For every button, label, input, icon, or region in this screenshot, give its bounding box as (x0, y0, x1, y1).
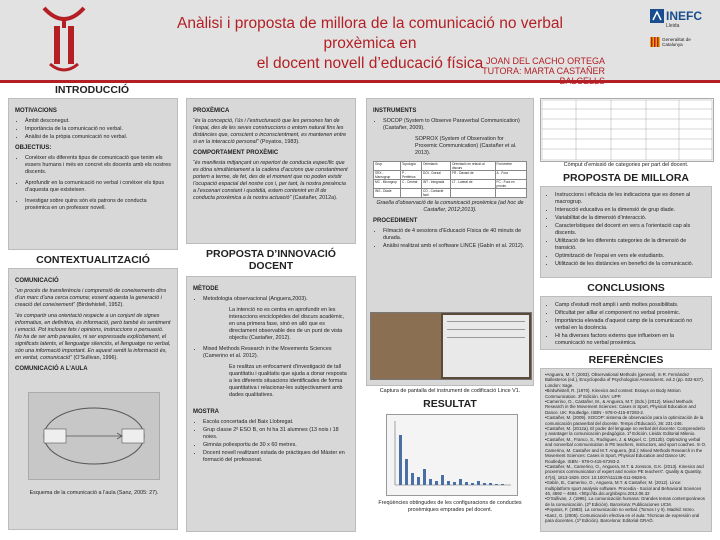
millora-item: • Interacció educativa en la dimensió de grup diade. (555, 207, 705, 214)
mostra-item: • Escola concertada del Baix Llobregat. (203, 419, 349, 426)
metode-title: MÈTODE (193, 286, 219, 292)
metode-item: La intenció no es centra en aprofundir en les interaccions enciclopèdes del discurs acadèmic, en una primera fase, sinó en allò que es directament observable des de un punt de vista objectiu (Castañer, 2012). (229, 307, 345, 341)
table-cell: MC - Microgrup (374, 180, 401, 189)
proxemica-title: PROXÈMICA (193, 108, 230, 114)
objectiu-item: • Investigar sobre quins són els patrons de conducta proxèmica en un professor novell. (25, 198, 171, 212)
aula-scheme-figure (28, 392, 160, 480)
table-cell: INS - Diade (374, 189, 401, 198)
chart-caption: Freqüències obtingudes de les configuracions de conductes proxèmiques emprades pel docent. (378, 500, 522, 513)
comportament-quote: “és manifesta mitjançant un repertori de conducta específic que es dóna simultàniament a la cadena d’accions que constantment portem a terme, de fet, des de el moment que no poden existir l’ocupació espacial del nostre cos i, per tant, la nostra presència a l’escenari constant i quotidià, estem contenint en lil de conducta proxèmica a la nostra actuació” (193, 160, 348, 201)
aula-figure-caption: Esquema de la comunicació a l’aula (Sanz, 2005: 27). (29, 490, 159, 496)
table-cell (495, 189, 526, 198)
reference-item: •Castañer, M. (2012a). El poder del lenguaje no verbal del docente: Comprenderlo y avantager la comunicación pedagógica. 1ª Edición. Lleida: Editorial Milenio. (545, 426, 705, 437)
table-row (374, 189, 527, 198)
comunicacio-title: COMUNICACIÓ (15, 278, 59, 284)
grid-caption: Graella d’observació de la comunicació proxèmica (ad hoc de Castañer, 2012;2013). (376, 200, 524, 213)
section-heading-contextualitzacio: CONTEXTUALITZACIÓ (36, 254, 150, 266)
motivacio-item: • Àmbit desconegut. (25, 118, 171, 125)
inefc-city: Lleida (666, 23, 680, 29)
comunicacio-cite-2: (O’Sullivan, 1996). (73, 355, 118, 361)
title-line-2: el docent novell d’educació física (256, 55, 484, 72)
table-cell (400, 189, 421, 198)
table-cell: C - Central (400, 180, 421, 189)
reference-item: •Castañer, M., Camerino, O., Anguera, M.T. & Jonsson, G.K. (2013). Kinesics and proxemics communication of expert and novice PE teachers”. Quality & Quantity. 47(4), 1813-1829. DOI: 10.1007/s11135-011-9628-5. (545, 463, 704, 480)
comportament-title: COMPORTAMENT PROXÈMIC (193, 150, 279, 156)
metode-item: Es realitza un enfocament d’investigació de tall quantitatiu i qualitatiu que ajuda a donar resposta a les diferents situacions identificades de forma quantitativa i relacionar-les subjectivament amb dades qualitatives. (229, 364, 347, 398)
university-logo-icon (40, 4, 88, 76)
intro-box (8, 98, 178, 250)
metode-box (186, 276, 356, 532)
reference-item: •Castañer, M. (2009). SOCOP: sistema de observación para la optimización de la comunicación paraverbal del docente. Temps d’Educació, 36: 231-246. (545, 415, 704, 426)
section-heading-referencies: REFERÈNCIES (588, 354, 664, 366)
reference-item: •Anguera, M. T. (2003). Observational Methods (general). In R. Fernández Ballesteros (ed.), Encyclopedia of Psychological Assessment, vol.2 (pp. 632-637). London: Sage. (545, 372, 704, 388)
mostra-item: • Docent novell realitzant estada de pràctiques del Màster en formació del professorat. (203, 450, 349, 464)
millora-box (540, 186, 712, 278)
procediment-item: • Anàlisi realitzat amb el software LINCE (Gabín et al. 2012). (383, 243, 527, 250)
reference-item: •Poyatos, F. (1983). La comunicación no verbal. (Tomos I y II). Madrid: Istmo. (545, 507, 695, 513)
table-cell: FC - Fora en proxim. (495, 180, 526, 189)
count-table-grid (541, 99, 713, 161)
motivacio-item: • Importància de la comunicació no verbal. (25, 126, 171, 133)
section-heading-proposta-millora: PROPOSTA DE MILLORA (563, 172, 689, 184)
comportament-cite: (Castañer, 2012a). (292, 195, 338, 201)
conclusion-item: • Hi ha diverses factors externs que influeixen en la comunicació no verbal proxèmica. (555, 333, 705, 347)
table-cell: Topologia (400, 162, 421, 171)
count-table-caption: Còmput d’emissió de categories per part del docent. (563, 162, 689, 168)
lince-screenshot-image (370, 312, 532, 380)
observation-grid-table (373, 161, 527, 198)
reference-item: •Castañer, M., Franco, S., Rodrigues, J. & Miguel, C. (2012b). Optimizing verbal and nonverbal communication in PE teachers, instructors, and sport coaches. In O. Camerino, M. Castañer and M.T. Anguera, (Ed.): Mixed Methods Research in the Movement Sciences: Cases in Sport, Physical Education and Dance UK: Routledge. ISBN - 978-0-415-67293-2. (545, 436, 707, 464)
table-cell: INT - integrada (421, 180, 450, 189)
section-heading-introduccio: INTRODUCCIÓ (54, 84, 130, 96)
gencat-label: Generalitat de Catalunya (662, 37, 691, 47)
comunicacio-quote-2: “és compartir una orientació respecte a un conjunt de signes informatius, en definitiva, és informació, però també és sentiment i emoció. Pot incloure fets i opinions, instruccions o persuasió. No ha de ser amb paraules, ni ser expressada explícitament, el significats latents, el llenguatge silenciós, el llenguatge no verbal, són una informació important. En aquest sentit la informació és, en veritat, comunicació” (15, 313, 171, 361)
reference-item: •Camerino, O., Castañer, M., & Anguera, M.T. (Eds.) (2012). Mixed Methods Research in the Movement Sciences: Cases in Sport, Physical Education and Dance. UK: Routledge. ISBN - 978-0-415-67293-2. (545, 399, 696, 415)
procediment-title: PROCEDIMENT (373, 218, 418, 224)
conclusions-box (540, 296, 712, 350)
table-row (374, 171, 527, 180)
objectiu-item: • Aprofundir en la comunicació no verbal i conèixer els tipus d’aquesta que existeixen. (25, 180, 171, 194)
millora-item: • Optimització de l’espai en vers ele estudiants. (555, 253, 705, 260)
reference-item: •Birdwhistell, R. (1970). Kinesics and context: Essays on Body Motion Communication. 3ª Edición. USA: UPP. (545, 388, 681, 399)
section-heading-proposta: PROPOSTA D’INNOVACIÓ DOCENT (206, 248, 336, 272)
table-row (374, 180, 527, 189)
section-heading-resultat: RESULTAT (423, 398, 477, 410)
conclusion-item: • Importància elevada d’aquest camp de la comunicació no verbal en la docència. (555, 318, 705, 332)
table-cell: P - Perifèrica (400, 171, 421, 180)
motivacio-item: • Anàlisi de la pròpia comunicació no verbal. (25, 134, 171, 141)
mostra-item: • Gimnàs poliesportiu de 30 x 60 metres. (203, 442, 349, 449)
table-cell: DOt - Dorsal (421, 171, 450, 180)
conclusion-item: • Camp d’estudi molt ampli i amb moltes possibilitats. (555, 302, 705, 309)
gencat-flag-icon (650, 37, 660, 47)
millora-item: • Variabilitat de la dimensió d’interacció. (555, 215, 705, 222)
proxemica-quote: “és la concepció, l’ús i l’estructuració que les persones fan de l’espai, des de les seves construccions o entorn natural fins les distàncies que, conscient o inconscientment, es mantenen entre si en la interacció personal” (193, 118, 347, 145)
references-box (540, 368, 712, 532)
table-cell: A - Fora (495, 171, 526, 180)
metode-item: • Mixed Methods Research in the Movements Sciences (Camerino et al. 2012). (203, 346, 349, 360)
inefc-mark-icon (650, 9, 664, 23)
category-count-table (540, 98, 714, 162)
instrument-item: • SOCOP (System to Observe Paraverbal Communication) (Castañer, 2009). (383, 118, 527, 132)
table-cell: FR - Davant de (451, 171, 496, 180)
conclusion-item: • Dificultat per alllar el component no verbal proxèmic. (555, 310, 705, 317)
comunicacio-quote-1: “un procés de transferència i comprensió de coneixements dins d’un marc d’una cerca comuna; essent aquesta la generació i creació del coneixement” (15, 288, 167, 308)
objectius-title: OBJECTIUS: (15, 145, 52, 151)
table-cell: Fonòmetre (495, 162, 526, 171)
inefc-label: INEFC (666, 9, 702, 23)
inefc-logo (650, 9, 712, 65)
title-line-1: Anàlisi i proposta de millora de la comunicació no verbal proxèmica en (177, 15, 563, 52)
table-cell: SRX - Macrogrup (374, 171, 401, 180)
aula-title: COMUNICACIÓ A L’AULA (15, 366, 88, 372)
author-name: JOAN DEL CACHO ORTEGA (485, 56, 605, 66)
millora-item: • Instruccions i eficàcia de les indicacions que es donen al macrogrup. (555, 192, 705, 206)
objectiu-item: • Conèixer els diferents tipus de comunicació que tenim els essers humans i més en concret els docents amb els nostres discents. (25, 155, 171, 176)
section-heading-conclusions: CONCLUSIONS (587, 282, 665, 294)
table-cell: CO - Contacte facil (421, 189, 450, 198)
reference-item: •O’Sullivan, J. (1996). La comunicación humana: Grandes temas contemporáneos de la comunicación. (2ª Edición). Barcelona: Publicaciones UCM. (545, 496, 705, 507)
table-cell: Grup (374, 162, 401, 171)
comunicacio-cite-1: (Birdwhistell, 1952). (76, 302, 124, 308)
proxemica-cite: (Poyatos, 1983). (260, 139, 300, 145)
table-cell: Orientació (421, 162, 450, 171)
header-separator (0, 80, 720, 83)
millora-item: • Utilització de les diferents categories de la dimensió de transició. (555, 238, 705, 252)
reference-item: •Gabín, B., Camerino, O., Anguera, M.T. & Castañer, M. (2012). Lince: multiplatform sport analysis software. Procedia - Social and Behavioral Sciences 46, 4692 – 4694. <http://dx.doi.org/sbspro.2012.06.32 (545, 480, 702, 496)
frequency-bar-chart (387, 415, 517, 495)
lince-caption: Captura de pantalla del instrument de codificació Lince V1. (379, 388, 521, 394)
instruments-title: INSTRUMENTS (373, 108, 417, 114)
motivacions-title: MOTIVACIONS (15, 108, 57, 114)
proxemica-box (186, 98, 356, 244)
table-row (374, 162, 527, 171)
millora-item: • Característiques del docent en vers a l’orientació cap als discents. (555, 223, 705, 237)
mostra-item: • Grup classe 2º ESO B, on hi ha 31 alumnes (13 nois i 18 noies. (203, 427, 349, 441)
frequency-chart (386, 414, 518, 496)
table-cell (451, 189, 496, 198)
instrument-item: SOPROX (System of Observation for Proxemic Communication) (Castañer et al. 2013). (415, 136, 517, 156)
mostra-title: MOSTRA (193, 409, 219, 415)
tutor-name: TUTORA: MARTA CASTAÑER (482, 66, 605, 76)
procediment-item: • Filmació de 4 sessions d’Educació Física de 40 minuts de durada. (383, 228, 527, 242)
communication-scheme-icon (29, 393, 159, 479)
table-cell: LT - Lateral de (451, 180, 496, 189)
reference-item: •Sanz, G. (2005). Comunicación efectiva en el aula: Técnicas de expresión oral para docentes. (1ª Edición). Barcelona: Editorial GRAÓ. (545, 512, 700, 523)
metode-item: • Metodologia observacional (Anguera,2003). (203, 296, 349, 303)
millora-item: • Utilització de les distàncies en benefici de la comunicació. (555, 261, 705, 268)
table-cell: Orientació en relació al discurs (451, 162, 496, 171)
